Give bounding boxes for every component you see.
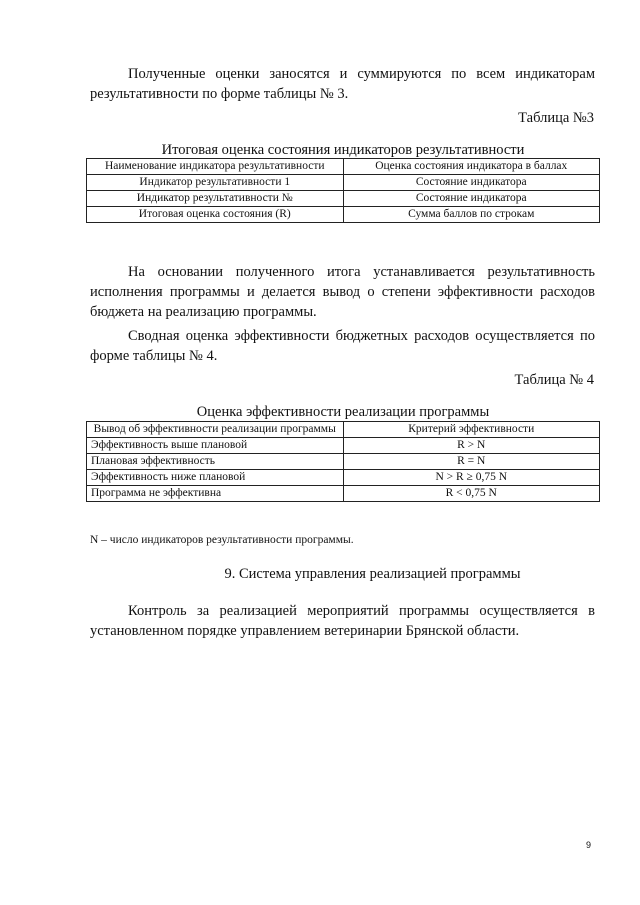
table-cell: Индикатор результативности №	[87, 191, 344, 207]
table-cell: N > R ≥ 0,75 N	[343, 470, 600, 486]
paragraph-program-control: Контроль за реализацией мероприятий программы осуществляется в установленном порядке управлением ветеринарии Брянской области.	[90, 603, 595, 639]
paragraph-result-conclusion: На основании полученного итога устанавливается результативность исполнения программы и делается вывод о степени эффективности расходов бюджета на реализацию программы.	[90, 264, 595, 320]
table-header-row	[87, 159, 600, 175]
table-cell: R = N	[343, 454, 600, 470]
table-cell: Эффективность выше плановой	[87, 438, 344, 454]
table4-label: Таблица № 4	[514, 372, 594, 388]
table-header-cell: Критерий эффективности	[343, 422, 600, 438]
page-number: 9	[586, 840, 592, 850]
table-row	[87, 486, 600, 502]
table4-caption: Оценка эффективности реализации программы	[196, 404, 490, 420]
section-heading: 9. Система управления реализацией программы	[224, 566, 521, 582]
table-row	[87, 454, 600, 470]
table3-caption: Итоговая оценка состояния индикаторов результативности	[161, 142, 525, 158]
table-row	[87, 191, 600, 207]
table-header-cell: Вывод об эффективности реализации программы	[87, 422, 344, 438]
table-cell: Эффективность ниже плановой	[87, 470, 344, 486]
table3-label: Таблица №3	[518, 110, 594, 126]
table-cell: Программа не эффективна	[87, 486, 344, 502]
paragraph-table3-intro: Полученные оценки заносятся и суммируются по всем индикаторам результативности по форме таблицы № 3.	[90, 66, 595, 102]
table4-note: N – число индикаторов результативности программы.	[90, 534, 354, 546]
table-cell: Сумма баллов по строкам	[343, 207, 600, 223]
table-cell: Состояние индикатора	[343, 191, 600, 207]
table-cell: Индикатор результативности 1	[87, 175, 344, 191]
table-cell: Итоговая оценка состояния (R)	[87, 207, 344, 223]
table-row	[87, 438, 600, 454]
table-header-cell: Оценка состояния индикатора в баллах	[343, 159, 600, 175]
paragraph-table4-intro: Сводная оценка эффективности бюджетных расходов осуществляется по форме таблицы № 4.	[90, 328, 595, 364]
table-cell: R < 0,75 N	[343, 486, 600, 502]
table-row	[87, 470, 600, 486]
table-header-cell: Наименование индикатора результативности	[87, 159, 344, 175]
table-row	[87, 207, 600, 223]
table-header-row	[87, 422, 600, 438]
table-cell: Плановая эффективность	[87, 454, 344, 470]
table-cell: Состояние индикатора	[343, 175, 600, 191]
table4	[86, 421, 600, 502]
table-row	[87, 175, 600, 191]
table-cell: R > N	[343, 438, 600, 454]
table3	[86, 158, 600, 223]
